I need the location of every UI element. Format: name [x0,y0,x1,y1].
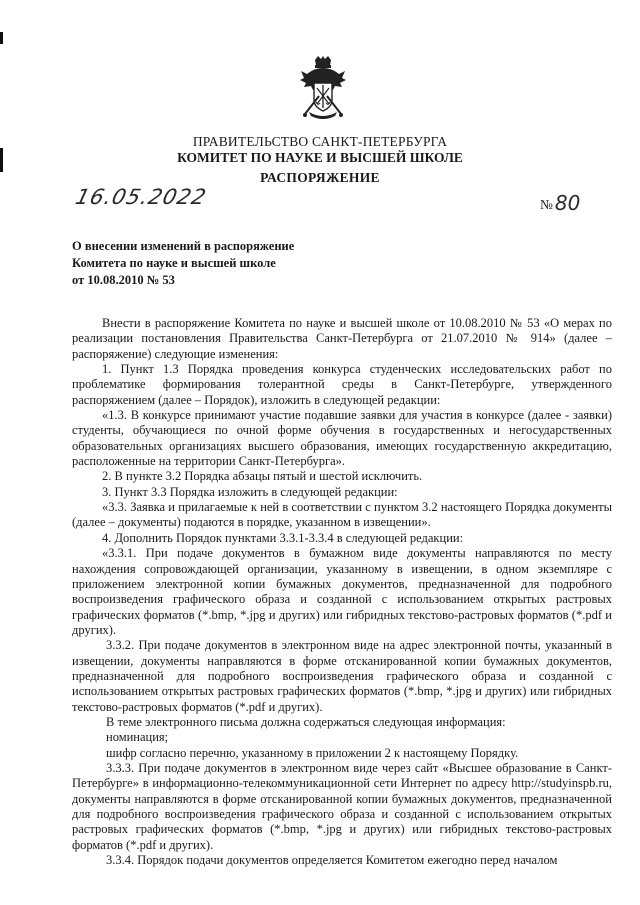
body-paragraph: 3.3.3. При подаче документов в электронном виде через сайт «Высшее образование в Санкт-Петербурге» в информационно-телекоммуникационной сети Интернет по адресу http://studyinspb.ru, документы направляются в форме отсканированной копии бумажных документов, предназначенной для подробного воспроизведения графического образа и созданной с использованием открытых растровых графических форматов (*.bmp, *.jpg и других) или гибридных текстово-растровых форматов (*.pdf и других). [72,760,612,852]
document-subject [72,238,372,289]
scan-edge-mark [0,32,3,44]
body-paragraph: 2. В пункте 3.2 Порядка абзацы пятый и шестой исключить. [102,469,423,484]
committee-name: КОМИТЕТ ПО НАУКЕ И ВЫСШЕЙ ШКОЛЕ [177,150,463,165]
body-paragraph: 4. Дополнить Порядок пунктами 3.3.1-3.3.4 в следующей редакции: [102,530,464,545]
document-number [540,190,581,215]
subject-line: от 10.08.2010 № 53 [72,273,175,287]
subject-line: О внесении изменений в распоряжение [72,239,295,253]
body-paragraph: шифр согласно перечню, указанному в приложении 2 к настоящему Порядку. [106,745,519,760]
organization-name: ПРАВИТЕЛЬСТВО САНКТ-ПЕТЕРБУРГА [192,134,448,149]
subject-line: Комитета по науке и высшей школе [72,256,276,270]
body-paragraph: 1. Пункт 1.3 Порядка проведения конкурса студенческих исследовательских работ по проблематике формирования толерантной среды в Санкт-Петербурге, утвержденного распоряжением (далее – Порядок), изложить в следующей редакции: [72,362,612,407]
handwritten-date: 16.05.2022 [73,185,210,209]
body-paragraph: «1.3. В конкурсе принимают участие подавшие заявки для участия в конкурсе (далее - заявки) студенты, обучающиеся по очной форме обучения в государственных и негосударственных образовательных организациях высшего образования, имеющих государственную аккредитацию, расположенные на территории Санкт-Петербурга». [72,408,612,469]
body-paragraph: 3.3.2. При подаче документов в электронном виде на адрес электронной почты, указанный в извещении, документы направляются в форме отсканированной копии бумажных документов, предназначенной для подробного воспроизведения графического образа и созданной с использованием открытых растровых графических форматов (*.bmp, *.jpg и других) или гибридных текстово-растровых форматов (*.pdf и других). [72,638,612,714]
body-paragraph: «3.3. Заявка и прилагаемые к ней в соответствии с пунктом 3.2 настоящего Порядка документы (далее – документы) подаются в порядке, указанном в извещении». [72,500,612,530]
body-paragraph: 3. Пункт 3.3 Порядка изложить в следующей редакции: [102,484,398,499]
document-type: РАСПОРЯЖЕНИЕ [260,170,380,185]
document-body [72,316,612,868]
body-paragraph: «3.3.1. При подаче документов в бумажном виде документы направляются по месту нахождения сопровождающей организации, указанному в извещении, в одном экземпляре с приложением электронной копии бумажных документов, предназначенной для подробного воспроизведения графического образа и созданной с использованием открытых растровых графических форматов (*.bmp, *.jpg и других) или гибридных текстово-растровых форматов (*.pdf и других). [72,546,612,637]
number-label: № [540,197,553,212]
body-paragraph: В теме электронного письма должна содержаться следующая информация: [106,714,506,729]
handwritten-number: 80 [554,191,581,215]
body-paragraph: номинация; [106,730,169,745]
saint-petersburg-coat-of-arms-icon [299,56,347,122]
body-paragraph: Внести в распоряжение Комитета по науке и высшей школе от 10.08.2010 № 53 «О мерах по реализации постановления Правительства Санкт-Петербурга от 21.07.2010 № 914» (далее – распоряжение) следующие изменения: [72,316,612,361]
body-paragraph: 3.3.4. Порядок подачи документов определяется Комитетом ежегодно перед началом [106,853,558,868]
